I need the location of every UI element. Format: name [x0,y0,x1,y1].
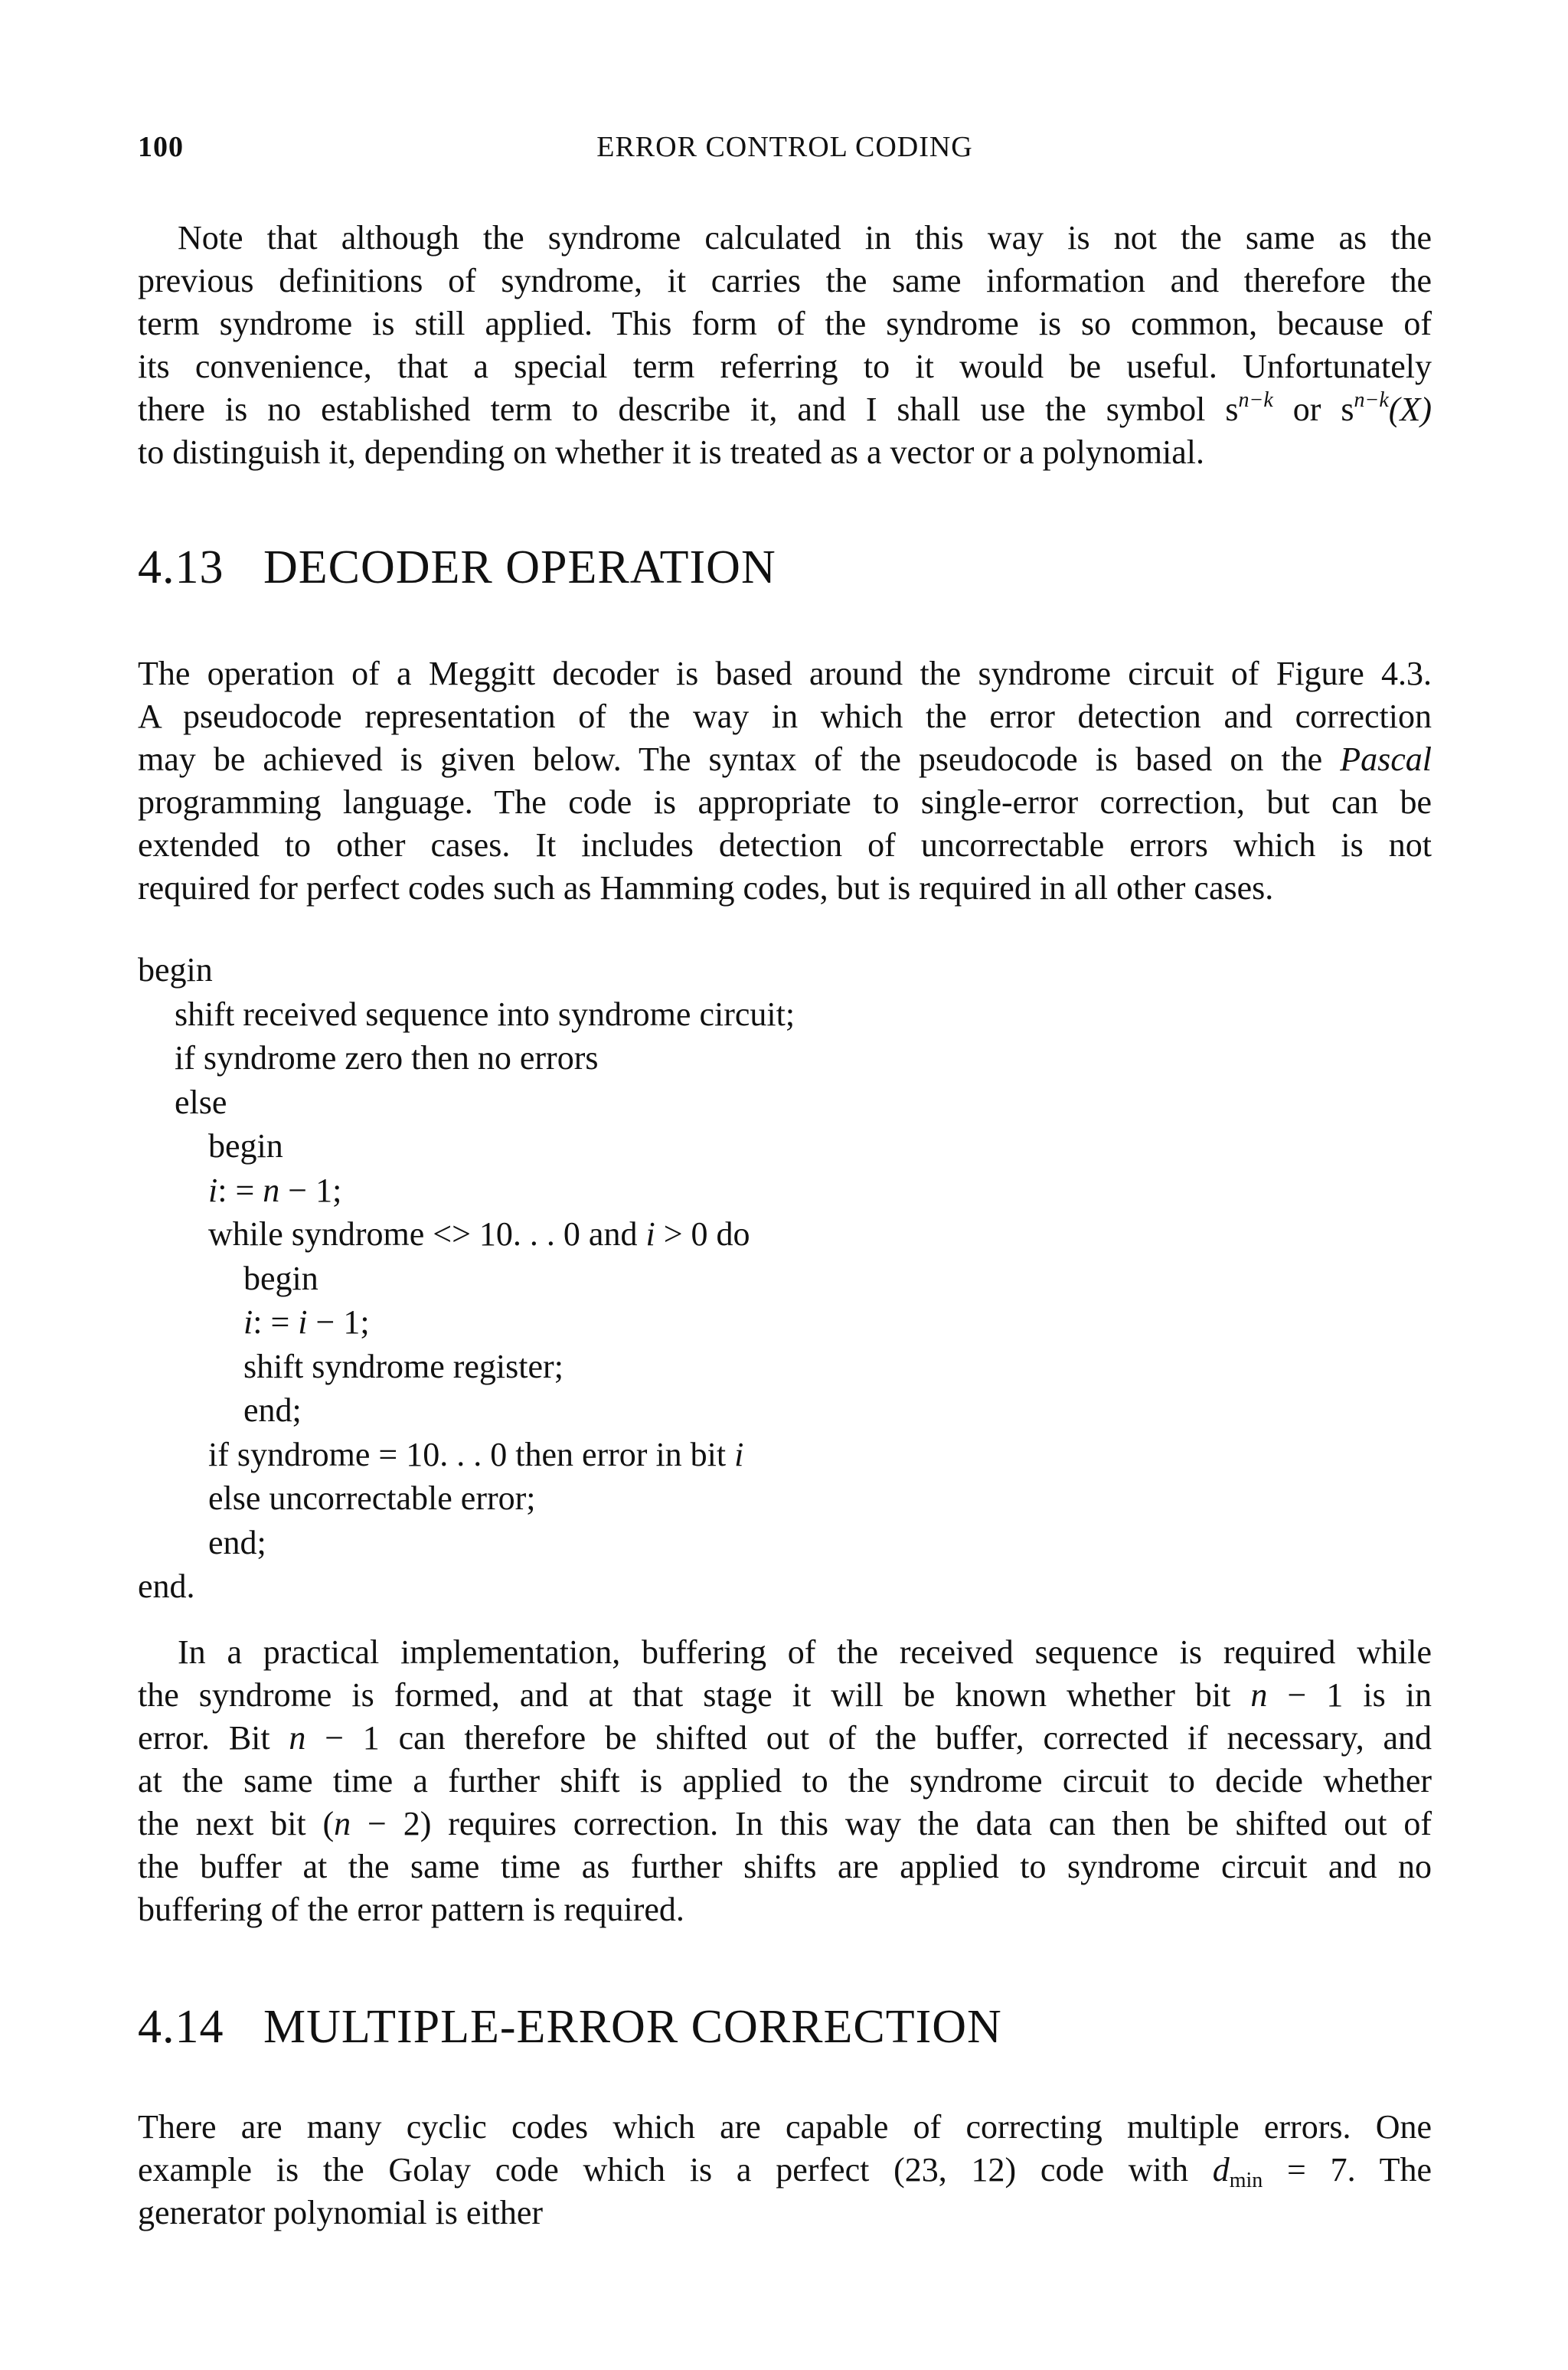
multiple-error-paragraph [138,2106,1432,2234]
code-line: i: = n − 1; [208,1171,342,1209]
text-line: A pseudocode representation of the way in which the error detection and correction [138,698,1432,735]
text-line: previous definitions of syndrome, it carries the same information and therefore the [138,262,1432,299]
text-line-symbol: there is no established term to describe it, and I shall use the symbol $s^{n-k}$ or $s^{n-k}(X)$ [138,388,1432,428]
intro-paragraph [138,217,1432,474]
code-line: end; [208,1523,266,1561]
code-line: else uncorrectable error; [208,1479,536,1517]
text-line: required for perfect codes such as Hamming codes, but is required in all other cases. [138,869,1274,907]
code-line: shift syndrome register; [243,1347,564,1385]
text-line: programming language. The code is appropriate to single-error correction, but can be [138,783,1432,821]
text-line: at the same time a further shift is applied to the syndrome circuit to decide whether [138,1762,1432,1800]
text-line: generator polynomial is either [138,2194,544,2231]
section-number: 4.13 [138,541,224,593]
section-number: 4.14 [138,2001,224,2053]
text-line: example is the Golay code which is a perfect (23, 12) code with $d_{min} = 7$. The [138,2151,1432,2192]
section-heading-4-14 [138,2000,1002,2054]
text-line: the next bit (n − 2) requires correction. In this way the data can then be shifted out of [138,1805,1432,1842]
text-line: buffering of the error pattern is required. [138,1891,684,1928]
code-line: begin [243,1259,318,1297]
practical-paragraph [138,1631,1432,1931]
code-line: begin [138,951,213,989]
text-line: the syndrome is formed, and at that stage it will be known whether bit n − 1 is in [138,1676,1432,1714]
text-line: the buffer at the same time as further shifts are applied to syndrome circuit and no [138,1848,1432,1885]
text-line: Note that although the syndrome calculated in this way is not the same as the [178,219,1432,257]
text-line: to distinguish it, depending on whether it is treated as a vector or a polynomial. [138,433,1205,471]
code-line: else [175,1083,227,1121]
section-heading-4-13 [138,541,776,594]
section-title: DECODER OPERATION [263,541,776,593]
code-line: while syndrome <> 10. . . 0 and i > 0 do [208,1215,750,1253]
text-line: term syndrome is still applied. This form of the syndrome is so common, because of [138,305,1432,342]
page-number: 100 [138,131,184,163]
text-line: its convenience, that a special term referring to it would be useful. Unfortunately [138,348,1432,385]
text-line: extended to other cases. It includes detection of uncorrectable errors which is not [138,826,1432,864]
running-head [138,130,1432,168]
section-title: MULTIPLE-ERROR CORRECTION [263,2001,1002,2053]
text-line-pascal: may be achieved is given below. The syntax of the pseudocode is based on the Pascal [138,740,1432,778]
code-line: if syndrome = 10. . . 0 then error in bit i [208,1435,744,1473]
pascal-word: Pascal [1340,740,1432,778]
text-line: There are many cyclic codes which are capable of correcting multiple errors. One [138,2108,1432,2146]
code-line: i: = i − 1; [243,1303,370,1341]
running-title: ERROR CONTROL CODING [596,131,973,163]
code-line: end. [138,1567,195,1605]
decoder-paragraph [138,652,1432,910]
code-line: begin [208,1127,283,1165]
pseudocode-block [138,948,1210,1609]
code-line: if syndrome zero then no errors [175,1039,599,1077]
text-line: The operation of a Meggitt decoder is based around the syndrome circuit of Figure 4.3. [138,655,1432,692]
text-line: In a practical implementation, buffering of the received sequence is required while [178,1633,1432,1671]
text-line: error. Bit n − 1 can therefore be shifted out of the buffer, corrected if necessary, and [138,1719,1432,1757]
code-line: end; [243,1391,302,1429]
code-line: shift received sequence into syndrome circuit; [175,995,795,1033]
